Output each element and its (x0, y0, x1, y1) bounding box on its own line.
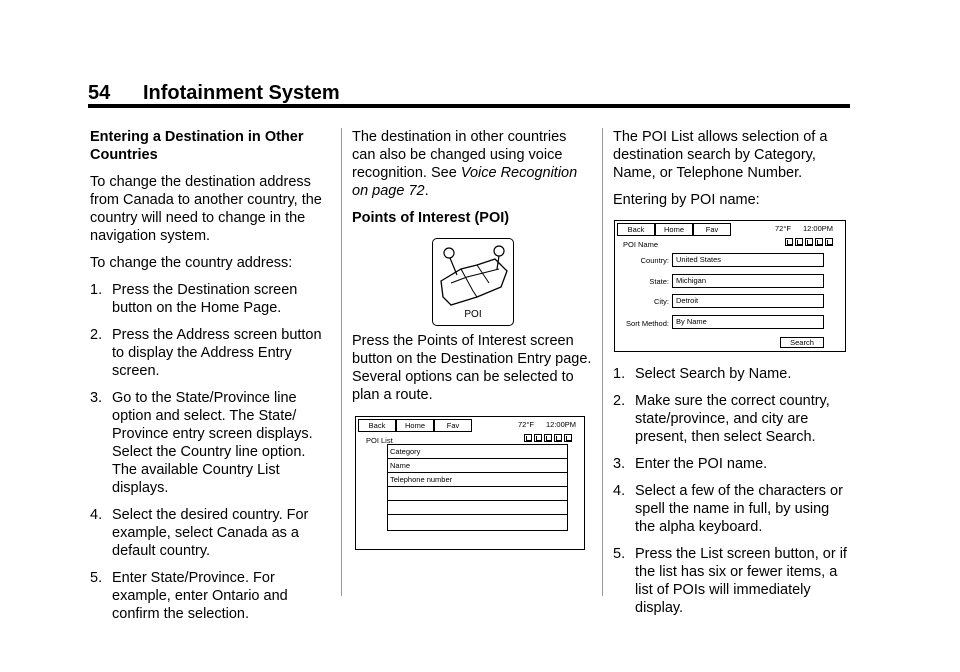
paragraph-end: . (424, 183, 429, 199)
status-icon (785, 238, 793, 246)
list-item[interactable]: Telephone number (388, 473, 567, 487)
clock: 12:00PM (546, 420, 577, 429)
fav-button[interactable]: Fav (693, 223, 731, 236)
poi-icon-label: POI (464, 309, 482, 320)
status-icons (785, 238, 833, 247)
column-2-lower (352, 332, 592, 413)
status-icon (554, 434, 562, 442)
list-item[interactable]: Name (388, 459, 567, 473)
step-text: Enter the POI name. (635, 456, 768, 472)
state-field[interactable]: Michigan (672, 274, 824, 288)
voice-recognition-paragraph (352, 128, 592, 200)
step-number: 4. (613, 483, 626, 499)
column-1 (90, 128, 330, 632)
screen-title: POI Name (623, 240, 659, 249)
step-item (90, 506, 330, 560)
step-text: Select a few of the characters or spell the name in full, by using the alpha keyboard. (635, 483, 843, 535)
voice-recognition-link[interactable]: Voice Recognition on page 72 (352, 165, 578, 199)
step-item (613, 482, 853, 536)
state-label: State: (649, 277, 669, 286)
page-title: Infotainment System (143, 82, 340, 104)
status-icon (805, 238, 813, 246)
header-rule (88, 104, 850, 108)
step-text: Press the Destination screen button on the Home Page. (112, 282, 298, 316)
entering-by-name-paragraph: Entering by POI name: (613, 192, 760, 208)
step-number: 4. (90, 507, 103, 523)
poi-list-screen (355, 416, 585, 550)
temperature: 72°F (518, 420, 534, 429)
country-label: Country: (640, 256, 669, 265)
step-number: 5. (613, 546, 626, 562)
back-button[interactable]: Back (358, 419, 396, 432)
status-icon (564, 434, 572, 442)
fav-button[interactable]: Fav (434, 419, 472, 432)
clock: 12:00PM (803, 224, 834, 233)
column-3-steps (613, 365, 853, 626)
status-icon (795, 238, 803, 246)
status-icon (825, 238, 833, 246)
home-button[interactable]: Home (655, 223, 693, 236)
step-number: 1. (90, 282, 103, 298)
step-item (90, 281, 330, 317)
poi-list-paragraph: The POI List allows selection of a destination search by Category, Name, or Telephone Number. (613, 129, 828, 181)
back-button[interactable]: Back (617, 223, 655, 236)
column-divider (341, 128, 342, 596)
list-item[interactable] (388, 487, 567, 501)
step-text: Go to the State/Province line option and select. The State/ Province entry screen displays. Select the Country line option. The available Country List displays. (112, 390, 313, 496)
step-number: 3. (613, 456, 626, 472)
step-text: Press the Address screen button to display the Address Entry screen. (112, 327, 322, 379)
paragraph-text: The destination in other countries can also be changed using voice recognition. See (352, 129, 567, 181)
step-item (613, 392, 853, 446)
intro-paragraph: To change the destination address from Canada to another country, the country will need to change in the navigation system. (90, 174, 322, 244)
step-text: Press the List screen button, or if the list has six or fewer items, a list of POIs will immediately display. (635, 546, 847, 616)
home-button[interactable]: Home (396, 419, 434, 432)
poi-name-screen (614, 220, 846, 352)
sort-method-field[interactable]: By Name (672, 315, 824, 329)
column-2 (352, 128, 592, 236)
country-field[interactable]: United States (672, 253, 824, 267)
step-item (613, 365, 853, 383)
poi-option-list (387, 444, 568, 531)
step-number: 1. (613, 366, 626, 382)
page-header (88, 82, 850, 106)
city-label: City: (654, 297, 669, 306)
step-item (613, 545, 853, 617)
list-item[interactable]: Category (388, 445, 567, 459)
status-icon (534, 434, 542, 442)
column-3 (613, 128, 853, 218)
list-item[interactable] (388, 515, 567, 529)
search-button[interactable]: Search (780, 337, 824, 348)
step-number: 3. (90, 390, 103, 406)
step-text: Select the desired country. For example, select Canada as a default country. (112, 507, 309, 559)
section-heading-poi: Points of Interest (POI) (352, 210, 510, 226)
status-icon (524, 434, 532, 442)
lead-paragraph: To change the country address: (90, 255, 293, 271)
step-text: Select Search by Name. (635, 366, 792, 382)
step-number: 2. (613, 393, 626, 409)
column-divider (602, 128, 603, 596)
poi-icon (432, 238, 514, 326)
section-heading-other-countries: Entering a Destination in Other Countries (90, 129, 304, 163)
step-item (613, 455, 853, 473)
poi-map-icon (437, 243, 511, 309)
step-number: 2. (90, 327, 103, 343)
step-text: Enter State/Province. For example, enter Ontario and confirm the selection. (112, 570, 288, 622)
step-text: Make sure the correct country, state/province, and city are present, then select Search. (635, 393, 830, 445)
page-number: 54 (88, 82, 111, 104)
temperature: 72°F (775, 224, 791, 233)
status-icons (524, 434, 572, 443)
status-icon (815, 238, 823, 246)
step-item (90, 569, 330, 623)
step-number: 5. (90, 570, 103, 586)
sort-method-label: Sort Method: (626, 319, 669, 328)
city-field[interactable]: Detroit (672, 294, 824, 308)
step-item (90, 326, 330, 380)
status-icon (544, 434, 552, 442)
step-item (90, 389, 330, 497)
list-item[interactable] (388, 501, 567, 515)
screen-title: POI List (366, 436, 393, 445)
poi-paragraph: Press the Points of Interest screen button on the Destination Entry page. Several options can be selected to plan a route. (352, 333, 592, 403)
